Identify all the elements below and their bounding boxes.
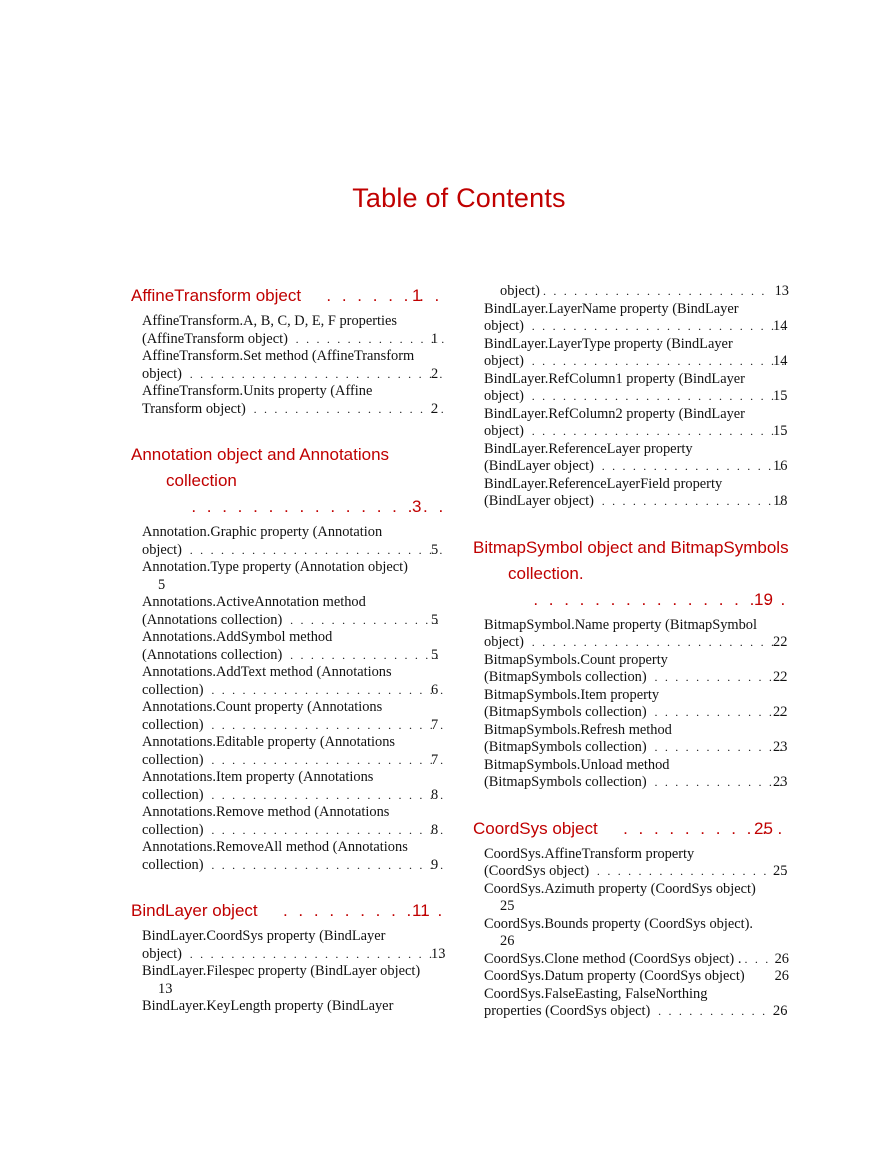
entry-text: properties (CoordSys object) — [484, 1003, 651, 1019]
entry-text: collection) — [142, 751, 204, 768]
dot-leader — [207, 857, 444, 875]
entry-leader-line: (Annotations collection) . . . 5 — [158, 612, 447, 630]
dot-leader — [185, 366, 444, 384]
entry-text: Annotations.Count property (Annotations — [142, 699, 383, 715]
toc-entry[interactable] — [484, 968, 789, 986]
toc-entry[interactable] — [142, 313, 447, 348]
entry-leader-line: (Annotations collection) . . . 5 — [158, 647, 447, 665]
entry-text: CoordSys.FalseEasting, FalseNorthing — [484, 985, 708, 1002]
entry-text: CoordSys.Azimuth property (CoordSys object) — [484, 880, 756, 897]
dot-leader — [180, 494, 445, 520]
page-title: Table of Contents — [352, 183, 566, 213]
entry-text: object) — [142, 365, 182, 382]
dot-leader — [207, 752, 444, 770]
entry-leader-line — [484, 951, 789, 969]
entry-leader-line: object) . . . 22 — [500, 634, 789, 652]
dot-leader — [527, 634, 786, 652]
entry-text: BitmapSymbols.Count property — [484, 651, 668, 668]
toc-section-heading[interactable]: BindLayer object . . . 11 — [131, 898, 447, 924]
entry-leader-line: object) . . . 15 — [500, 423, 789, 441]
entry-text: BitmapSymbol.Name property (BitmapSymbol — [484, 616, 758, 633]
toc-section — [131, 283, 447, 418]
toc-entry[interactable] — [484, 722, 789, 757]
entry-leader-line: collection) . . . 8 — [158, 787, 447, 805]
toc-entry[interactable] — [142, 629, 447, 664]
toc-section — [473, 535, 789, 792]
entry-leader-line: object) . . . 13 — [158, 946, 447, 964]
entry-text: BitmapSymbols.Refresh method — [484, 721, 672, 738]
entry-leader-line: object) . . . 5 — [158, 542, 447, 560]
toc-entry[interactable] — [142, 383, 447, 418]
dot-leader — [315, 283, 445, 309]
entry-text: CoordSys.Datum property (CoordSys object) — [484, 968, 745, 984]
entry-text: object) — [484, 634, 524, 650]
entry-text: BitmapSymbols.Unload method — [484, 756, 670, 773]
entry-leader-line: collection) . . . 8 — [158, 822, 447, 840]
entry-page-number: 5 — [158, 576, 166, 593]
toc-entry-list — [131, 313, 447, 418]
dot-leader — [592, 863, 786, 881]
entry-leader-line — [484, 968, 789, 986]
entry-page-number: 13 — [774, 283, 789, 299]
entry-text: (BindLayer object) — [484, 458, 594, 474]
entry-text: Annotation.Type property (Annotation object) — [142, 559, 408, 575]
entry-text: BindLayer.Filespec property (BindLayer object) — [142, 963, 421, 979]
toc-entry[interactable] — [484, 986, 789, 1021]
toc-entry[interactable] — [484, 652, 789, 687]
toc-entry-list — [473, 283, 789, 511]
entry-leader-line: (BindLayer object) . . . 18 — [500, 493, 789, 511]
section-title: CoordSys object — [473, 818, 598, 838]
entry-text: BindLayer.ReferenceLayer property — [484, 440, 693, 457]
entry-leader-line: (BindLayer object) . . . 16 — [500, 458, 789, 476]
entry-leader-line: (AffineTransform object) . . . 1 — [158, 331, 447, 349]
entry-leader-line: collection) . . . 7 — [158, 752, 447, 770]
toc-entry[interactable] — [484, 687, 789, 722]
entry-text: object) — [484, 353, 524, 369]
toc-entry[interactable] — [142, 664, 447, 699]
entry-text: Annotations.Item property (Annotations — [142, 769, 374, 785]
entry-text: collection) — [142, 856, 204, 873]
entry-text: Annotations.ActiveAnnotation method — [142, 594, 366, 610]
entry-text: CoordSys.AffineTransform property — [484, 845, 695, 862]
toc-entry-list — [473, 617, 789, 792]
toc-entry[interactable] — [142, 348, 447, 383]
entry-leader-line: (CoordSys object) . . . 25 — [500, 863, 789, 881]
toc-entry[interactable] — [142, 524, 447, 559]
dot-leader — [527, 353, 786, 371]
toc-section-heading[interactable]: Annotation object and Annotations collection . . . 3 — [131, 442, 447, 520]
entry-text: Annotations.RemoveAll method (Annotations — [142, 839, 408, 855]
entry-text: BindLayer.LayerName property (BindLayer — [484, 300, 739, 317]
dot-leader — [185, 946, 444, 964]
toc-entry[interactable] — [484, 881, 789, 916]
section-title: AffineTransform object — [131, 286, 302, 305]
dot-leader — [285, 647, 444, 665]
entry-text: Annotations.Remove method (Annotations — [142, 804, 390, 820]
entry-text: object) — [500, 283, 540, 299]
entry-text: object) — [142, 541, 182, 558]
dot-leader — [207, 787, 444, 805]
toc-entry[interactable] — [142, 559, 447, 594]
toc-entry[interactable] — [142, 699, 447, 734]
dot-leader — [650, 774, 786, 792]
entry-text: (BitmapSymbols collection) — [484, 774, 647, 790]
toc-entry-list — [131, 524, 447, 874]
toc-entry-list — [131, 928, 447, 1016]
entry-text: Annotations.Editable property (Annotations — [142, 734, 395, 750]
toc-entry[interactable] — [142, 769, 447, 804]
entry-page-number: 26 — [500, 933, 515, 949]
entry-text: BindLayer.LayerType property (BindLayer — [484, 335, 733, 352]
entry-text: (Annotations collection) — [142, 646, 283, 663]
toc-entry[interactable] — [484, 916, 789, 951]
entry-leader-line: object) . . . 15 — [500, 388, 789, 406]
dot-leader — [527, 423, 786, 441]
entry-text: BindLayer.ReferenceLayerField property — [484, 475, 723, 492]
entry-leader-line: object) . . . 2 — [158, 366, 447, 384]
toc-section — [131, 898, 447, 1016]
entry-text: collection) — [142, 681, 204, 698]
dot-leader — [597, 458, 786, 476]
entry-text: Annotation.Graphic property (Annotation — [142, 524, 383, 540]
entry-text: AffineTransform.Units property (Affine — [142, 383, 373, 399]
entry-text: (CoordSys object) — [484, 863, 590, 879]
entry-leader-line — [500, 283, 789, 301]
toc-entry[interactable] — [142, 963, 447, 998]
toc-section — [473, 816, 789, 1021]
section-title: BitmapSymbol object and BitmapSymbols collection. — [473, 537, 789, 583]
toc-section-heading[interactable]: CoordSys object . . . 25 — [473, 816, 789, 842]
toc-section-continued — [473, 283, 789, 511]
entry-text: object) — [142, 945, 182, 962]
entry-text: AffineTransform.A, B, C, D, E, F properties — [142, 313, 398, 329]
toc-entry[interactable] — [142, 804, 447, 839]
section-title: BindLayer object — [131, 901, 258, 920]
dot-leader — [527, 318, 786, 336]
toc-right-column — [473, 283, 789, 1045]
dot-leader — [207, 682, 444, 700]
entry-text: CoordSys.Bounds property (CoordSys object). — [484, 915, 754, 932]
toc-entry[interactable] — [142, 839, 447, 874]
dot-leader — [650, 739, 786, 757]
entry-page-number: 25 — [500, 898, 515, 914]
entry-leader-line: (BitmapSymbols collection) . . . 22 — [500, 669, 789, 687]
entry-page-number: 13 — [158, 980, 173, 997]
entry-page-number: 26 — [774, 968, 789, 984]
toc-entry-list — [473, 846, 789, 1021]
entry-text: object) — [484, 423, 524, 439]
dot-leader — [249, 401, 444, 419]
toc-entry[interactable] — [484, 283, 789, 301]
dot-leader — [207, 822, 444, 840]
toc-entry[interactable] — [484, 476, 789, 511]
toc-entry[interactable] — [142, 594, 447, 629]
entry-leader-line: object) . . . 14 — [500, 353, 789, 371]
entry-text: object) — [484, 388, 524, 404]
entry-text: BindLayer.RefColumn1 property (BindLayer — [484, 370, 745, 387]
toc-entry[interactable] — [484, 757, 789, 792]
entry-text: BindLayer.RefColumn2 property (BindLayer — [484, 405, 745, 422]
entry-text: (AffineTransform object) — [142, 330, 288, 347]
entry-text: collection) — [142, 821, 204, 838]
entry-text: (Annotations collection) — [142, 611, 283, 628]
toc-entry[interactable] — [484, 336, 789, 371]
toc-entry[interactable] — [142, 998, 447, 1016]
toc-entry[interactable] — [484, 371, 789, 406]
toc-entry[interactable] — [484, 951, 789, 969]
entry-leader-line: properties (CoordSys object) . . . 26 — [500, 1003, 789, 1021]
entry-text: (BitmapSymbols collection) — [484, 739, 647, 755]
toc-entry[interactable] — [484, 441, 789, 476]
entry-text: CoordSys.Clone method (CoordSys object) . — [484, 950, 742, 967]
dot-leader — [650, 669, 786, 687]
entry-text: (BitmapSymbols collection) — [484, 704, 647, 720]
toc-section-heading[interactable]: BitmapSymbol object and BitmapSymbols collection. . . . 19 — [473, 535, 789, 613]
toc-entry[interactable] — [484, 301, 789, 336]
dot-leader — [207, 717, 444, 735]
toc-entry[interactable] — [142, 734, 447, 769]
dot-leader — [653, 1003, 786, 1021]
entry-text: BitmapSymbols.Item property — [484, 686, 660, 703]
entry-text: BindLayer.KeyLength property (BindLayer — [142, 998, 394, 1014]
dot-leader — [291, 331, 444, 349]
toc-entry[interactable] — [484, 846, 789, 881]
entry-leader-line: collection) . . . 9 — [158, 857, 447, 875]
dot-leader — [543, 283, 772, 301]
dot-leader — [185, 542, 444, 560]
entry-text: collection) — [142, 786, 204, 803]
toc-entry[interactable] — [142, 928, 447, 963]
dot-leader — [522, 587, 787, 613]
entry-text: AffineTransform.Set method (AffineTransform — [142, 348, 415, 364]
entry-text: (BindLayer object) — [484, 493, 594, 509]
entry-text: BindLayer.CoordSys property (BindLayer — [142, 928, 386, 944]
entry-leader-line: Transform object) . . . 2 — [158, 401, 447, 419]
dot-leader — [744, 951, 771, 969]
entry-text: collection) — [142, 716, 204, 733]
section-title: Annotation object and Annotations collection — [131, 445, 390, 490]
entry-text: Transform object) — [142, 400, 246, 417]
toc-entry[interactable] — [484, 617, 789, 652]
toc-entry[interactable] — [484, 406, 789, 441]
entry-leader-line: (BitmapSymbols collection) . . . 22 — [500, 704, 789, 722]
entry-leader-line: (BitmapSymbols collection) . . . 23 — [500, 739, 789, 757]
dot-leader — [285, 612, 444, 630]
toc-left-column — [131, 283, 447, 1040]
entry-leader-line: (BitmapSymbols collection) . . . 23 — [500, 774, 789, 792]
entry-text: (BitmapSymbols collection) — [484, 669, 647, 685]
toc-section-heading[interactable]: AffineTransform object . . . 1 — [131, 283, 447, 309]
dot-leader — [597, 493, 786, 511]
toc-section — [131, 442, 447, 874]
entry-text: Annotations.AddText method (Annotations — [142, 664, 392, 680]
entry-text: object) — [484, 318, 524, 334]
entry-text: Annotations.AddSymbol method — [142, 629, 333, 645]
entry-page-number: 26 — [774, 950, 789, 967]
entry-leader-line: collection) . . . 6 — [158, 682, 447, 700]
entry-leader-line: object) . . . 14 — [500, 318, 789, 336]
dot-leader — [650, 704, 786, 722]
dot-leader — [527, 388, 786, 406]
entry-leader-line: collection) . . . 7 — [158, 717, 447, 735]
